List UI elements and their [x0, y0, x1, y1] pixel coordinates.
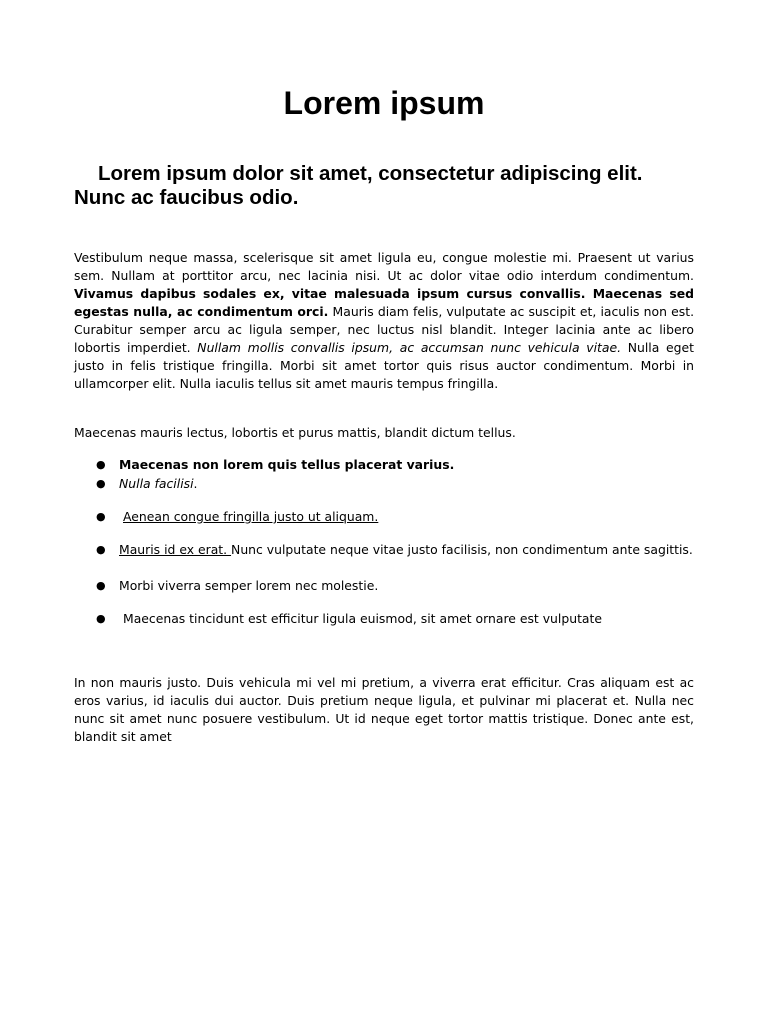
- paragraph-1-text-c: Nulla eget justo in felis tristique fringilla. Morbi sit amet tortor quis risus auctor condimentum. Morbi in ullamcorper elit. Nulla iaculis tellus sit amet mauris tempus fringilla.: [74, 340, 694, 391]
- list-item-text: Maecenas tincidunt est efficitur ligula euismod, sit amet ornare est vulputate: [123, 611, 602, 626]
- list-item: [96, 610, 696, 628]
- paragraph-3: In non mauris justo. Duis vehicula mi vel mi pretium, a viverra erat efficitur. Cras aliquam est ac eros varius, id iaculis dui auctor. Duis pretium neque ligula, et pulvinar mi placerat et. Nulla nec nunc sit amet nunc posuere vestibulum. Ut id neque eget tortor mattis tristique. Donec ante est, blandit sit amet: [74, 675, 694, 744]
- list-item-text-tail: .: [193, 476, 198, 491]
- bullet-icon: ●: [96, 543, 106, 556]
- list-item-text: [119, 541, 696, 559]
- paragraph-1-italic-text: Nullam mollis convallis ipsum, ac accumsan nunc vehicula vitae.: [197, 340, 622, 355]
- bullet-icon: ●: [96, 579, 106, 592]
- paragraph-1-text-b: Mauris diam felis, vulputate ac suscipit et, iaculis non est. Curabitur semper arcu ac ligula semper, nec luctus nisl blandit. Integer lacinia ante ac libero lobortis imperdiet.: [74, 304, 695, 355]
- list-item: [96, 475, 696, 493]
- bullet-icon: ●: [96, 510, 106, 523]
- list-item-underlined-text: Mauris id ex erat.: [119, 542, 232, 557]
- list-item: [96, 456, 696, 474]
- document-subtitle: Lorem ipsum dolor sit amet, consectetur adipiscing elit. Nunc ac faucibus odio.: [74, 162, 643, 209]
- bullet-icon: ●: [96, 477, 106, 490]
- list-item-text: [119, 475, 696, 493]
- paragraph-1: [74, 249, 694, 393]
- list-item: [96, 577, 696, 595]
- bullet-icon: ●: [96, 612, 106, 625]
- paragraph-1-bold-text: Vivamus dapibus sodales ex, vitae malesuada ipsum cursus convallis. Maecenas sed egestas nulla, ac condimentum orci.: [74, 286, 694, 319]
- paragraph-2: Maecenas mauris lectus, lobortis et purus mattis, blandit dictum tellus.: [74, 425, 516, 440]
- document-title: Lorem ipsum: [283, 85, 485, 121]
- list-item-italic-text: Nulla facilisi: [119, 476, 194, 491]
- list-item-underlined-text: Aenean congue fringilla justo ut aliquam.: [123, 509, 379, 524]
- bullet-icon: ●: [96, 458, 106, 471]
- list-item-text-rest: Nunc vulputate neque vitae justo facilisis, non condimentum ante sagittis.: [231, 542, 693, 557]
- list-item-text: [119, 508, 696, 526]
- list-item: [96, 541, 696, 559]
- list-item-text: Maecenas non lorem quis tellus placerat varius.: [119, 457, 455, 472]
- list-item-text: Morbi viverra semper lorem nec molestie.: [119, 578, 379, 593]
- list-item: [96, 508, 696, 526]
- paragraph-1-text-a: Vestibulum neque massa, scelerisque sit amet ligula eu, congue molestie mi. Praesent ut varius sem. Nullam at porttitor arcu, nec lacinia nisi. Ut ac dolor vitae odio interdum condimentum.: [74, 250, 694, 283]
